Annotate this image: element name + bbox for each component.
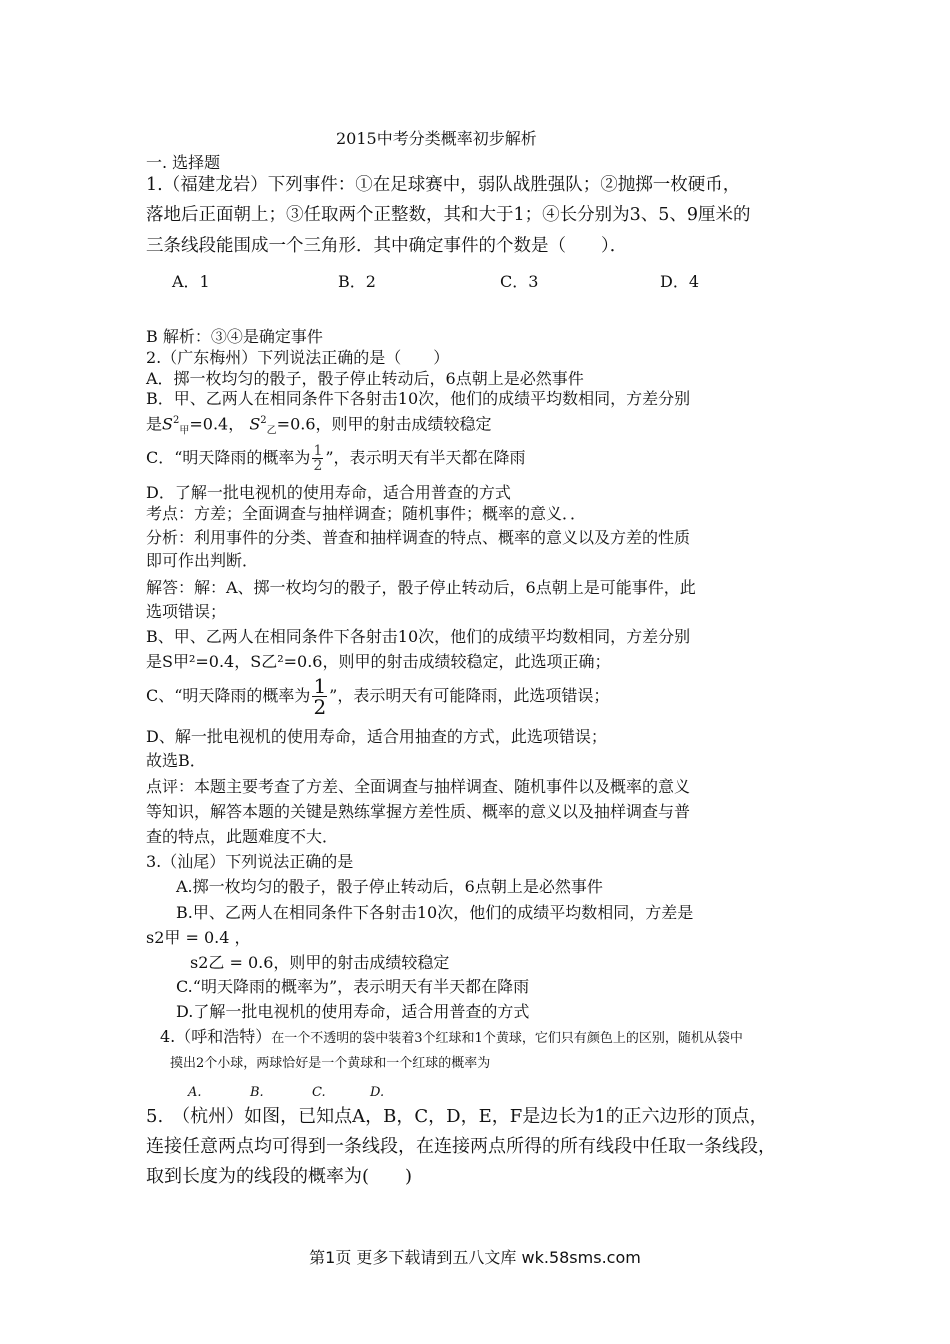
q3-option-a: A.掷一枚均匀的骰子，骰子停止转动后，6点朝上是必然事件 [176,877,603,896]
q5-line1: 5. （杭州）如图，已知点A，B，C，D，E，F是边长为1的正六边形的顶点， [146,1106,768,1127]
q2-b2-s2: S [249,414,261,434]
q1-line1: 1.（福建龙岩）下列事件：①在足球赛中，弱队战胜强队；②抛掷一枚硬币， [146,175,741,195]
q1-option-c: C．3 [500,272,539,291]
q1-line2: 落地后正面朝上；③任取两个正整数，其和大于1；④长分别为3、5、9厘米的 [146,205,751,225]
q2-jieda-d: D、解一批电视机的使用寿命，适合用抽查的方式，此选项错误； [146,727,607,746]
q5-line3: 取到长度为的线段的概率为( ) [146,1166,413,1187]
q2-jieda-line2: 选项错误； [146,602,227,621]
q2-jieda-b-line1: B、甲、乙两人在相同条件下各射击10次，他们的成绩平均数相同，方差分别 [146,627,691,646]
q2-fenxi-line1: 分析：利用事件的分类、普查和抽样调查的特点、概率的意义以及方差的性质 [146,528,691,547]
q1-option-b: B．2 [338,272,376,291]
q5-line2: 连接任意两点均可得到一条线段，在连接两点所得的所有线段中任取一条线段， [146,1136,776,1157]
q2-option-c [146,440,526,476]
q2-b2-pre: 是 [146,414,163,434]
q2-stem: 2.（广东梅州）下列说法正确的是（ ） [146,348,450,367]
q3-option-b-line1: B.甲、乙两人在相同条件下各射击10次，他们的成绩平均数相同，方差是 [176,903,694,922]
q2-jc-den: 2 [313,695,327,719]
q4-line1 [160,1026,743,1050]
q1-option-a: A．1 [172,272,210,291]
q2-dianping-line3: 查的特点，此题难度不大． [146,827,339,846]
page-title: 2015中考分类概率初步解析 [336,129,537,148]
q2-option-b-line1: B．甲、乙两人在相同条件下各射击10次，他们的成绩平均数相同，方差分别 [146,389,691,408]
q1-line3: 三条线段能围成一个三角形．其中确定事件的个数是（ ）． [146,236,628,256]
q3-option-b-line3: s2乙 = 0.6，则甲的射击成绩较稳定 [190,953,450,972]
q2-jc-num: 1 [313,674,327,698]
q4-option-c: C. [312,1085,326,1100]
q2-kaodian: 考点：方差；全面调查与抽样调查；随机事件；概率的意义．． [146,504,587,523]
q2-b2-s2-sub: 乙 [266,425,277,437]
page-footer: 第1页 更多下载请到五八文库 wk.58sms.com [309,1248,641,1267]
q2-c-fraction [312,444,323,473]
q2-jc-pre: C、“明天降雨的概率为 [146,686,311,705]
q4-option-d: D. [370,1085,385,1100]
q2-fenxi-line2: 即可作出判断． [146,551,259,570]
q3-option-b-line2: s2甲 = 0.4 ， [146,928,251,947]
q3-stem: 3.（汕尾）下列说法正确的是 [146,852,354,871]
q2-c-num: 1 [313,443,323,459]
q4-line2: 摸出2个小球，两球恰好是一个黄球和一个红球的概率为 [170,1056,491,1071]
q2-b2-s2-sup: 2 [260,415,267,426]
q1-analysis: B 解析：③④是确定事件 [146,327,323,346]
q2-c-pre: C．“明天降雨的概率为 [146,448,311,467]
q3-option-d: D.了解一批电视机的使用寿命，适合用普查的方式 [176,1002,530,1021]
q2-guxuan: 故选B． [146,751,206,770]
q4-option-a: A. [188,1085,202,1100]
q2-jc-fraction [312,676,327,717]
q1-option-d: D．4 [660,272,700,291]
q2-c-post: ”，表示明天有半天都在降雨 [325,448,526,467]
q4-option-b: B. [250,1085,264,1100]
q2-dianping-line1: 点评：本题主要考查了方差、全面调查与抽样调查、随机事件以及概率的意义 [146,777,691,796]
section-heading: 一. 选择题 [146,153,221,172]
q2-jieda-b-line2: 是S甲²=0.4，S乙²=0.6，则甲的射击成绩较稳定，此选项正确； [146,652,611,671]
q2-jieda-line1: 解答：解：A、掷一枚均匀的骰子，骰子停止转动后，6点朝上是可能事件，此 [146,578,696,597]
q2-dianping-line2: 等知识，解答本题的关键是熟练掌握方差性质、概率的意义以及抽样调查与普 [146,802,691,821]
q3-option-c: C.“明天降雨的概率为”，表示明天有半天都在降雨 [176,977,530,996]
q2-b2-v2: =0.6，则甲的射击成绩较稳定 [276,414,492,434]
q2-b2-s1-sub: 甲 [179,425,190,437]
q2-option-b-line2 [146,410,492,443]
q2-b2-v1: =0.4， [189,414,245,434]
q2-option-d: D．了解一批电视机的使用寿命，适合用普查的方式 [146,483,511,502]
q2-option-a: A．掷一枚均匀的骰子，骰子停止转动后，6点朝上是必然事件 [146,369,584,388]
q4-prefix: 4.（呼和浩特） [160,1027,272,1046]
q2-b2-s1: S [162,414,173,434]
q4-line1-text: 在一个不透明的袋中装着3个红球和1个黄球，它们只有颜色上的区别，随机从袋中 [271,1031,743,1046]
q2-jc-post: ”，表示明天有可能降雨，此选项错误； [329,686,610,705]
q2-jieda-c [146,674,609,718]
q2-b2-s1-sup: 2 [172,415,180,426]
q2-c-den: 2 [313,458,323,474]
